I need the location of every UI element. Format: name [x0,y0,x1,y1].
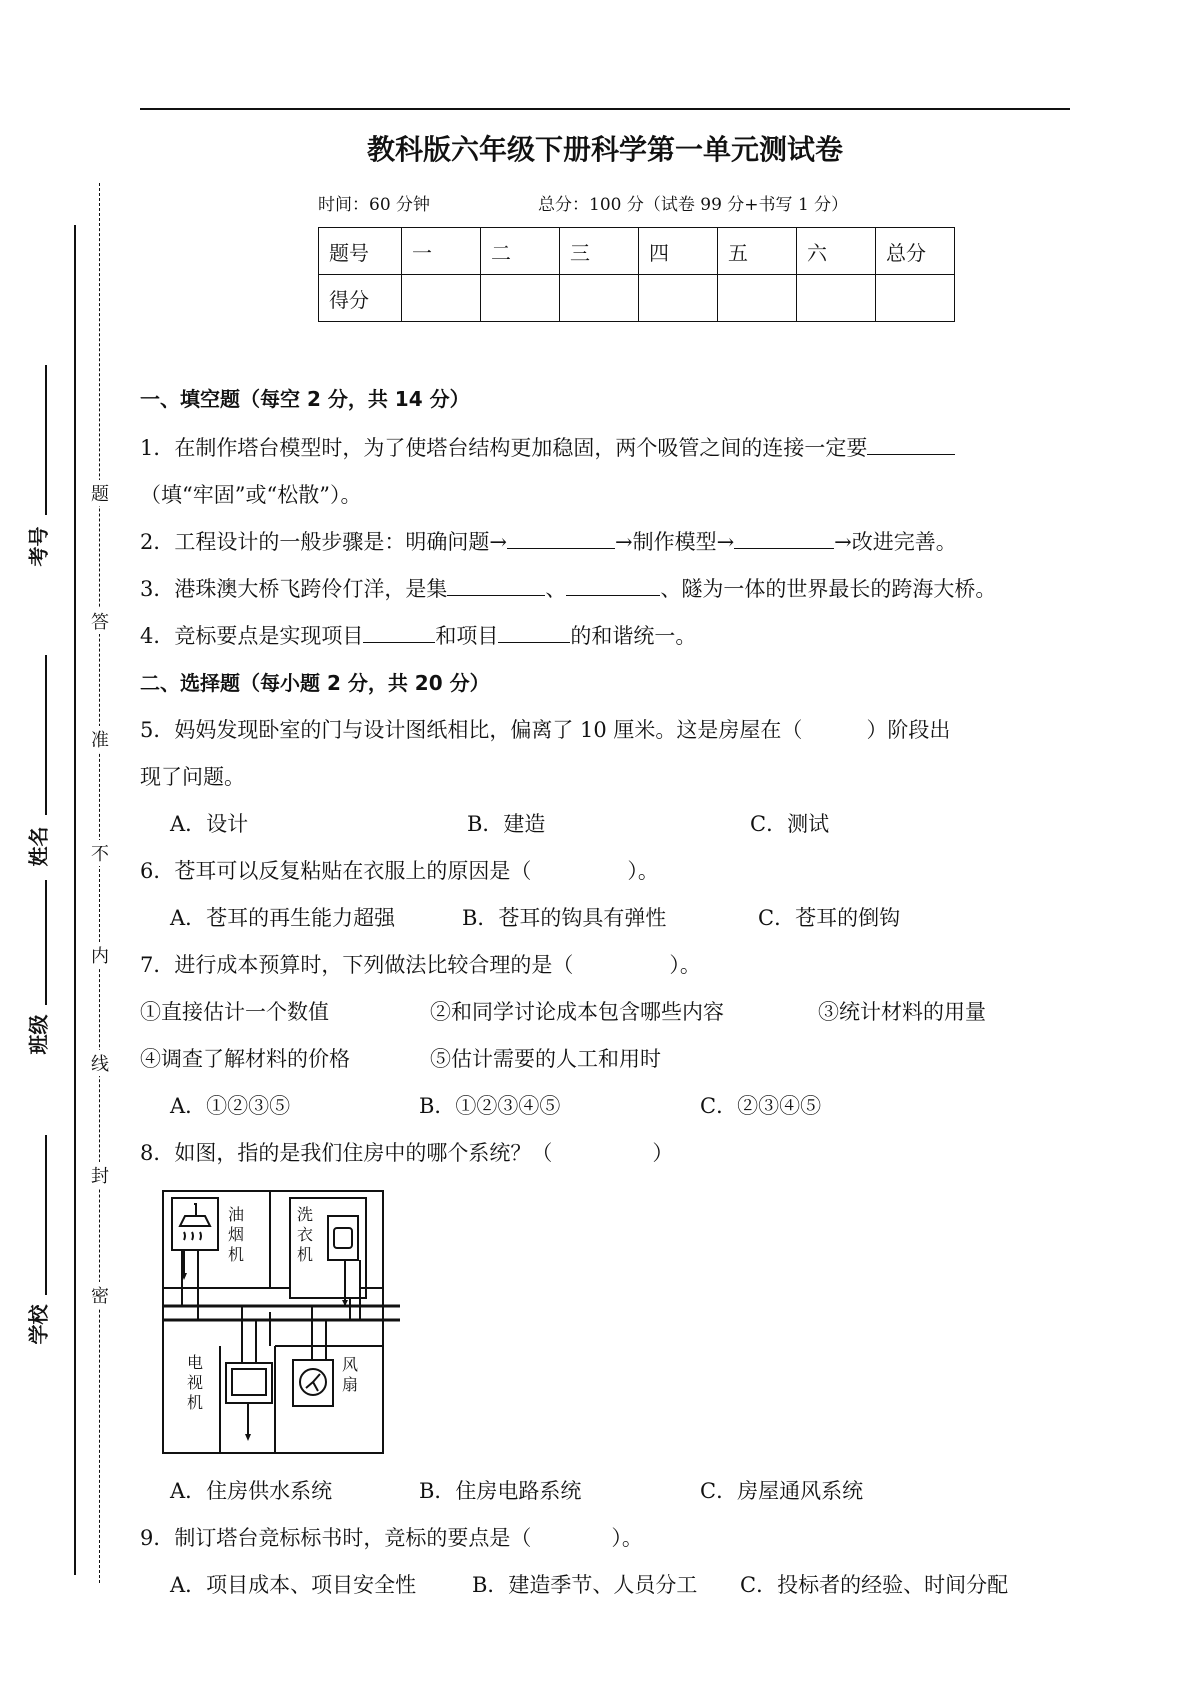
table-cell: 五 [718,228,797,275]
question-4 [140,620,696,650]
fan-blades-icon [306,1374,320,1391]
question-text: （填“牢固”或“松散”）。 [140,483,362,507]
question-text: ）。 [627,859,659,883]
score-input-cell[interactable] [876,275,955,322]
top-rule [140,108,1070,110]
score-table [318,227,955,322]
q7-item: ①直接估计一个数值 [140,1000,329,1024]
question-text: →制作模型→ [614,530,735,554]
score-input-cell[interactable] [718,275,797,322]
question-2 [140,526,957,556]
washer-door-icon [334,1228,352,1248]
page-title: 教科版六年级下册科学第一单元测试卷 [366,133,843,166]
question-text: →改进完善。 [834,530,957,554]
seal-char: 内 [90,942,110,968]
option-a[interactable]: A．项目成本、项目安全性 [170,1573,417,1597]
question-9 [140,1522,643,1552]
range-hood-icon [180,1204,210,1226]
question-text: 2．工程设计的一般步骤是：明确问题→ [140,530,507,554]
class-field[interactable] [45,880,47,1005]
answer-blank[interactable] [566,575,660,596]
question-text: ） [652,1141,674,1165]
tv-label-2: 视 [187,1373,204,1392]
score-input-cell[interactable] [481,275,560,322]
option-a[interactable]: A．苍耳的再生能力超强 [170,906,396,930]
tv-label-3: 机 [187,1393,204,1412]
question-7 [140,949,701,979]
label-school: 学校 [26,1304,51,1345]
table-cell: 一 [402,228,481,275]
question-text: ）。 [669,953,701,977]
name-field[interactable] [45,655,47,815]
q7-item: ⑤估计需要的人工和用时 [430,1047,661,1071]
option-b[interactable]: B．住房电路系统 [419,1479,582,1503]
option-b[interactable]: B．建造季节、人员分工 [472,1573,698,1597]
smoke-icon [184,1232,201,1240]
binding-solid-line [74,225,76,1575]
seal-char: 题 [90,480,110,506]
question-1 [140,432,955,462]
score-table-header-row [319,228,955,275]
seal-char: 不 [90,840,110,866]
house-circuit-figure [160,1188,400,1462]
question-5 [140,714,950,744]
q7-item: ③统计材料的用量 [818,1000,986,1024]
question-text: ）。 [611,1526,643,1550]
exam-time: 时间：60 分钟 [318,195,431,215]
washer-label-3: 机 [297,1245,314,1264]
binding-dashed-line [99,183,100,1583]
question-text: 5．妈妈发现卧室的门与设计图纸相比，偏离了 10 厘米。这是房屋在（ [140,718,803,742]
table-cell: 六 [797,228,876,275]
option-c[interactable]: C．房屋通风系统 [700,1479,864,1503]
washer-label-2: 衣 [297,1225,314,1244]
tv-screen-icon [232,1369,266,1395]
option-c[interactable]: C．②③④⑤ [700,1094,822,1118]
q7-item: ④调查了解材料的价格 [140,1047,350,1071]
house-circuit-diagram [160,1188,400,1458]
question-text: 和项目 [435,624,499,648]
question-text: 4．竞标要点是实现项目 [140,624,364,648]
table-cell: 题号 [319,228,402,275]
answer-blank[interactable] [363,622,435,643]
table-cell: 得分 [319,275,402,322]
seal-char: 封 [90,1162,110,1188]
hood-label-2: 烟 [228,1225,245,1244]
seal-char: 准 [90,726,110,752]
question-text: 、 [545,577,567,601]
answer-blank[interactable] [447,575,545,596]
score-input-cell[interactable] [797,275,876,322]
hood-label-1: 油 [228,1205,245,1224]
seal-char: 密 [90,1282,110,1308]
question-text: 3．港珠澳大桥飞跨伶仃洋，是集 [140,577,448,601]
fan-label-1: 风 [342,1355,359,1374]
answer-blank[interactable] [734,528,834,549]
q7-item: ②和同学讨论成本包含哪些内容 [430,1000,724,1024]
school-field[interactable] [45,1135,47,1295]
room-walls [163,1191,383,1453]
answer-blank[interactable] [498,622,570,643]
exam-total: 总分：100 分（试卷 99 分+书写 1 分） [538,195,849,215]
question-text: 7．进行成本预算时，下列做法比较合理的是（ [140,953,574,977]
house-outline [163,1191,383,1453]
section1-heading: 一、填空题（每空 2 分，共 14 分） [140,387,470,411]
seal-char: 答 [90,608,110,634]
option-b[interactable]: B．①②③④⑤ [419,1094,561,1118]
question-text: 6．苍耳可以反复粘贴在衣服上的原因是（ [140,859,532,883]
question-text: ）阶段出 [866,718,951,742]
option-a[interactable]: A．设计 [170,812,249,836]
option-c[interactable]: C．测试 [750,812,830,836]
branch-wires [242,1306,326,1363]
option-c[interactable]: C．苍耳的倒钩 [758,906,901,930]
table-cell: 四 [639,228,718,275]
question-1-cont [140,479,361,509]
answer-blank[interactable] [507,528,615,549]
question-text: 1．在制作塔台模型时，为了使塔台结构更加稳固，两个吸管之间的连接一定要 [140,436,868,460]
option-a[interactable]: A．①②③⑤ [170,1094,291,1118]
fan-label-2: 扇 [342,1375,359,1394]
washing-machine-icon [328,1216,358,1260]
label-name: 姓名 [26,826,51,867]
score-input-cell[interactable] [639,275,718,322]
question-text: 的和谐统一。 [570,624,697,648]
table-cell: 总分 [876,228,955,275]
question-8 [140,1137,673,1167]
score-input-cell[interactable] [560,275,639,322]
score-table-score-row [319,275,955,322]
option-c[interactable]: C．投标者的经验、时间分配 [740,1573,1009,1597]
exam-number-field[interactable] [45,365,47,515]
tv-label-1: 电 [187,1353,204,1372]
washer-label-1: 洗 [297,1205,314,1224]
section2-heading: 二、选择题（每小题 2 分，共 20 分） [140,671,490,695]
question-text: 8．如图，指的是我们住房中的哪个系统？（ [140,1141,553,1165]
question-5-cont [140,761,245,791]
answer-blank[interactable] [867,434,955,455]
question-text: 现了问题。 [140,765,245,789]
label-exam-number: 考号 [26,526,51,567]
table-cell: 三 [560,228,639,275]
question-6 [140,855,659,885]
option-a[interactable]: A．住房供水系统 [170,1479,333,1503]
label-class: 班级 [26,1014,51,1055]
question-3 [140,573,996,603]
question-text: 9．制订塔台竞标标书时，竞标的要点是（ [140,1526,532,1550]
hood-label-3: 机 [228,1245,245,1264]
score-input-cell[interactable] [402,275,481,322]
table-cell: 二 [481,228,560,275]
option-b[interactable]: B．建造 [467,812,546,836]
seal-char: 线 [90,1050,110,1076]
question-text: 、隧为一体的世界最长的跨海大桥。 [660,577,997,601]
option-b[interactable]: B．苍耳的钩具有弹性 [462,906,667,930]
